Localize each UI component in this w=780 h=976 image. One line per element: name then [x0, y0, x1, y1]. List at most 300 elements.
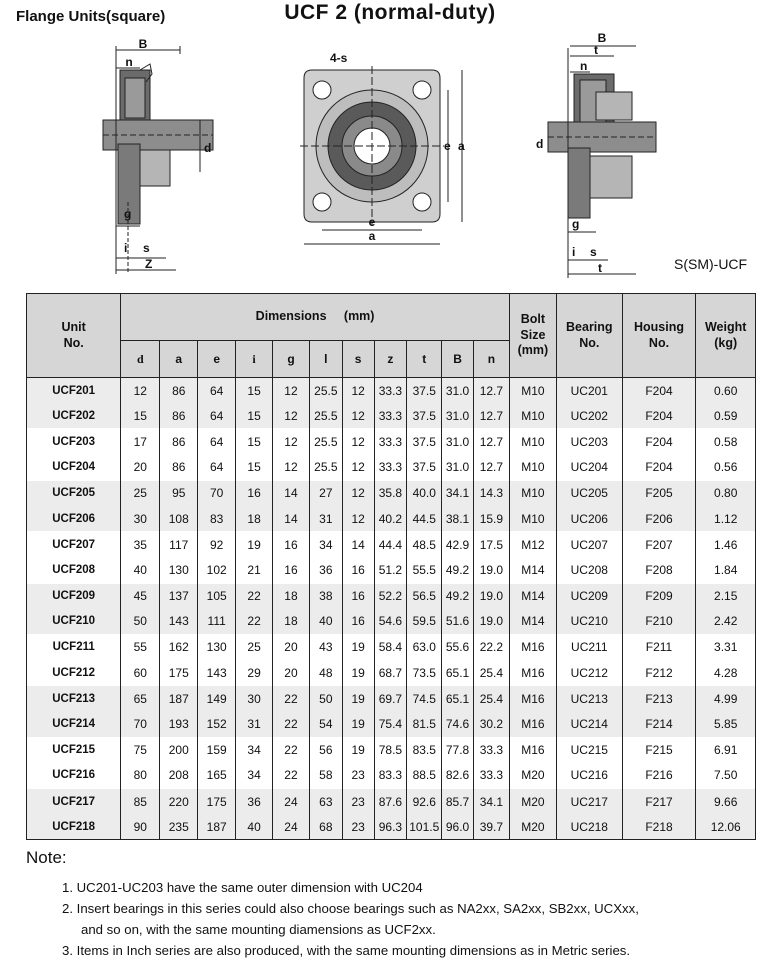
- cell-a: 86: [160, 378, 198, 404]
- cell-n: 17.5: [473, 532, 509, 558]
- cell-bolt: M16: [509, 737, 556, 763]
- cell-z: 33.3: [374, 455, 407, 481]
- cell-housing: F204: [622, 429, 696, 455]
- cell-housing: F218: [622, 814, 696, 840]
- cell-housing: F207: [622, 532, 696, 558]
- cell-bearing: UC209: [556, 583, 622, 609]
- cell-d: 25: [121, 480, 160, 506]
- cell-unit: UCF216: [27, 763, 121, 789]
- cell-g: 22: [273, 711, 310, 737]
- cell-t: 88.5: [407, 763, 442, 789]
- cell-housing: F210: [622, 609, 696, 635]
- cell-g: 12: [273, 403, 310, 429]
- cell-unit: UCF209: [27, 583, 121, 609]
- table-row: [27, 789, 756, 815]
- cell-l: 54: [309, 711, 342, 737]
- cell-weight: 12.06: [696, 814, 756, 840]
- cell-i: 21: [236, 557, 273, 583]
- cell-g: 18: [273, 609, 310, 635]
- cell-n: 15.9: [473, 506, 509, 532]
- cell-z: 68.7: [374, 660, 407, 686]
- cell-t: 37.5: [407, 403, 442, 429]
- cell-i: 15: [236, 455, 273, 481]
- note-item: [62, 940, 762, 961]
- cell-z: 87.6: [374, 789, 407, 815]
- cell-l: 27: [309, 480, 342, 506]
- header-unit-no: Unit No.: [27, 294, 121, 378]
- label-e: e: [368, 215, 376, 229]
- table-row: [27, 711, 756, 737]
- cell-bearing: UC214: [556, 711, 622, 737]
- cell-l: 25.5: [309, 403, 342, 429]
- cell-unit: UCF210: [27, 609, 121, 635]
- cell-g: 14: [273, 480, 310, 506]
- cell-s: 16: [342, 583, 374, 609]
- cell-t: 56.5: [407, 583, 442, 609]
- cell-n: 30.2: [473, 711, 509, 737]
- cell-n: 22.2: [473, 634, 509, 660]
- cell-e: 149: [198, 686, 236, 712]
- cell-unit: UCF217: [27, 789, 121, 815]
- cell-l: 56: [309, 737, 342, 763]
- cell-n: 19.0: [473, 557, 509, 583]
- category-label: Flange Units(square): [16, 8, 166, 25]
- cell-n: 39.7: [473, 814, 509, 840]
- cell-B: 31.0: [442, 429, 474, 455]
- table-row: [27, 609, 756, 635]
- cell-l: 25.5: [309, 455, 342, 481]
- table-row: [27, 737, 756, 763]
- cell-a: 193: [160, 711, 198, 737]
- front-view: [300, 66, 462, 244]
- cell-t: 101.5: [407, 814, 442, 840]
- cell-bearing: UC212: [556, 660, 622, 686]
- cell-bolt: M14: [509, 609, 556, 635]
- cell-a: 208: [160, 763, 198, 789]
- cell-d: 60: [121, 660, 160, 686]
- cell-bearing: UC210: [556, 609, 622, 635]
- cell-g: 12: [273, 455, 310, 481]
- table-row: [27, 403, 756, 429]
- cell-bolt: M14: [509, 583, 556, 609]
- cell-bolt: M20: [509, 763, 556, 789]
- label-d: d: [204, 141, 212, 155]
- cell-n: 34.1: [473, 789, 509, 815]
- cell-bolt: M20: [509, 814, 556, 840]
- cell-z: 33.3: [374, 378, 407, 404]
- cell-a: 86: [160, 455, 198, 481]
- cell-a: 86: [160, 403, 198, 429]
- cell-bearing: UC217: [556, 789, 622, 815]
- cell-n: 12.7: [473, 429, 509, 455]
- cell-e: 64: [198, 378, 236, 404]
- cell-weight: 2.42: [696, 609, 756, 635]
- cell-s: 12: [342, 480, 374, 506]
- cell-unit: UCF207: [27, 532, 121, 558]
- cell-d: 50: [121, 609, 160, 635]
- cell-housing: F212: [622, 660, 696, 686]
- cell-bolt: M14: [509, 557, 556, 583]
- header-dim-n: n: [473, 341, 509, 378]
- cell-bearing: UC215: [556, 737, 622, 763]
- cell-i: 15: [236, 378, 273, 404]
- cell-g: 22: [273, 737, 310, 763]
- cell-weight: 1.84: [696, 557, 756, 583]
- cell-housing: F215: [622, 737, 696, 763]
- cell-n: 19.0: [473, 609, 509, 635]
- cell-housing: F217: [622, 789, 696, 815]
- table-row: [27, 634, 756, 660]
- cell-g: 16: [273, 532, 310, 558]
- cell-B: 34.1: [442, 480, 474, 506]
- cell-bolt: M16: [509, 634, 556, 660]
- cell-bearing: UC207: [556, 532, 622, 558]
- cell-t: 63.0: [407, 634, 442, 660]
- cell-bolt: M10: [509, 455, 556, 481]
- cell-n: 33.3: [473, 763, 509, 789]
- cell-i: 30: [236, 686, 273, 712]
- cell-housing: F209: [622, 583, 696, 609]
- cell-l: 40: [309, 609, 342, 635]
- cell-l: 31: [309, 506, 342, 532]
- cell-a: 117: [160, 532, 198, 558]
- cell-z: 33.3: [374, 403, 407, 429]
- cell-t: 37.5: [407, 429, 442, 455]
- cell-weight: 0.80: [696, 480, 756, 506]
- label-B: B: [138, 37, 148, 51]
- cell-unit: UCF208: [27, 557, 121, 583]
- table-row: [27, 378, 756, 404]
- cell-t: 83.5: [407, 737, 442, 763]
- cell-unit: UCF211: [27, 634, 121, 660]
- cell-s: 12: [342, 378, 374, 404]
- cell-bearing: UC203: [556, 429, 622, 455]
- cell-unit: UCF203: [27, 429, 121, 455]
- cell-i: 22: [236, 609, 273, 635]
- cell-unit: UCF218: [27, 814, 121, 840]
- cell-s: 23: [342, 789, 374, 815]
- cell-B: 74.6: [442, 711, 474, 737]
- cell-e: 64: [198, 429, 236, 455]
- cell-bolt: M10: [509, 480, 556, 506]
- cell-bolt: M16: [509, 660, 556, 686]
- cell-l: 58: [309, 763, 342, 789]
- cell-s: 23: [342, 814, 374, 840]
- label-n-right: n: [580, 59, 588, 73]
- note-item: [62, 898, 762, 940]
- cell-s: 19: [342, 737, 374, 763]
- cell-t: 59.5: [407, 609, 442, 635]
- cell-B: 42.9: [442, 532, 474, 558]
- cell-B: 31.0: [442, 378, 474, 404]
- cell-B: 96.0: [442, 814, 474, 840]
- cell-d: 40: [121, 557, 160, 583]
- table-row: [27, 583, 756, 609]
- cell-d: 80: [121, 763, 160, 789]
- label-t-bottom: t: [598, 261, 602, 275]
- label-a: a: [368, 229, 376, 243]
- cell-g: 22: [273, 686, 310, 712]
- cell-B: 65.1: [442, 686, 474, 712]
- cell-s: 12: [342, 403, 374, 429]
- cell-g: 20: [273, 634, 310, 660]
- cell-bolt: M16: [509, 686, 556, 712]
- cell-g: 24: [273, 789, 310, 815]
- cell-B: 55.6: [442, 634, 474, 660]
- cell-bearing: UC218: [556, 814, 622, 840]
- cell-weight: 0.56: [696, 455, 756, 481]
- cell-t: 92.6: [407, 789, 442, 815]
- cell-l: 38: [309, 583, 342, 609]
- cell-n: 25.4: [473, 686, 509, 712]
- cell-n: 19.0: [473, 583, 509, 609]
- cell-n: 12.7: [473, 455, 509, 481]
- right-side-view: [548, 46, 656, 278]
- cell-bearing: UC211: [556, 634, 622, 660]
- cell-bearing: UC213: [556, 686, 622, 712]
- label-g-right: g: [572, 217, 580, 231]
- cell-a: 200: [160, 737, 198, 763]
- header-dim-z: z: [374, 341, 407, 378]
- dimensions-table: [26, 293, 756, 840]
- cell-i: 15: [236, 403, 273, 429]
- cell-B: 82.6: [442, 763, 474, 789]
- cell-t: 81.5: [407, 711, 442, 737]
- cell-bearing: UC202: [556, 403, 622, 429]
- cell-d: 75: [121, 737, 160, 763]
- notes-title: Note:: [26, 848, 67, 867]
- cell-B: 51.6: [442, 609, 474, 635]
- header-bearing-no: Bearing No.: [556, 294, 622, 378]
- cell-a: 220: [160, 789, 198, 815]
- cell-d: 70: [121, 711, 160, 737]
- cell-weight: 9.66: [696, 789, 756, 815]
- table-row: [27, 814, 756, 840]
- header-dim-d: d: [121, 341, 160, 378]
- cell-e: 102: [198, 557, 236, 583]
- header-dim-i: i: [236, 341, 273, 378]
- cell-i: 15: [236, 429, 273, 455]
- cell-n: 25.4: [473, 660, 509, 686]
- cell-bolt: M12: [509, 532, 556, 558]
- cell-t: 48.5: [407, 532, 442, 558]
- label-g: g: [124, 207, 132, 221]
- cell-z: 44.4: [374, 532, 407, 558]
- table-row: [27, 532, 756, 558]
- cell-weight: 1.12: [696, 506, 756, 532]
- cell-housing: F205: [622, 480, 696, 506]
- label-s-right: s: [590, 245, 597, 259]
- cell-i: 16: [236, 480, 273, 506]
- cell-weight: 0.58: [696, 429, 756, 455]
- cell-t: 37.5: [407, 455, 442, 481]
- cell-B: 49.2: [442, 583, 474, 609]
- cell-e: 143: [198, 660, 236, 686]
- page-title: UCF 2 (normal-duty): [284, 1, 496, 24]
- cell-housing: F216: [622, 763, 696, 789]
- label-s: s: [143, 241, 150, 255]
- cell-e: 92: [198, 532, 236, 558]
- cell-i: 22: [236, 583, 273, 609]
- note-line: 1. UC201-UC203 have the same outer dimension with UC204: [62, 880, 423, 895]
- cell-g: 14: [273, 506, 310, 532]
- cell-e: 187: [198, 814, 236, 840]
- cell-s: 23: [342, 763, 374, 789]
- table-row: [27, 429, 756, 455]
- header-dim-B: B: [442, 341, 474, 378]
- table-row: [27, 557, 756, 583]
- cell-bolt: M16: [509, 711, 556, 737]
- cell-s: 19: [342, 711, 374, 737]
- cell-unit: UCF215: [27, 737, 121, 763]
- cell-t: 44.5: [407, 506, 442, 532]
- cell-i: 36: [236, 789, 273, 815]
- cell-a: 130: [160, 557, 198, 583]
- cell-l: 43: [309, 634, 342, 660]
- label-d-right: d: [536, 137, 544, 151]
- cell-d: 55: [121, 634, 160, 660]
- cell-g: 12: [273, 429, 310, 455]
- cell-unit: UCF206: [27, 506, 121, 532]
- cell-bolt: M10: [509, 378, 556, 404]
- cell-z: 96.3: [374, 814, 407, 840]
- cell-d: 12: [121, 378, 160, 404]
- cell-weight: 0.59: [696, 403, 756, 429]
- header-bolt-size: Bolt Size (mm): [509, 294, 556, 378]
- cell-a: 143: [160, 609, 198, 635]
- cell-l: 34: [309, 532, 342, 558]
- cell-n: 12.7: [473, 403, 509, 429]
- cell-d: 15: [121, 403, 160, 429]
- cell-e: 105: [198, 583, 236, 609]
- cell-s: 19: [342, 686, 374, 712]
- cell-B: 49.2: [442, 557, 474, 583]
- label-i: i: [124, 241, 128, 255]
- cell-bolt: M10: [509, 429, 556, 455]
- cell-a: 95: [160, 480, 198, 506]
- note-line: 3. Items in Inch series are also produced, with the same mounting dimensions as in Metric series.: [62, 943, 631, 958]
- cell-n: 33.3: [473, 737, 509, 763]
- cell-bearing: UC204: [556, 455, 622, 481]
- label-a-vertical: a: [458, 139, 465, 153]
- cell-unit: UCF204: [27, 455, 121, 481]
- cell-housing: F204: [622, 455, 696, 481]
- cell-t: 40.0: [407, 480, 442, 506]
- cell-bearing: UC208: [556, 557, 622, 583]
- cell-a: 235: [160, 814, 198, 840]
- note-item: [62, 877, 762, 898]
- cell-l: 50: [309, 686, 342, 712]
- label-4-s: 4-s: [330, 51, 348, 65]
- notes-list: [62, 877, 762, 961]
- cell-z: 52.2: [374, 583, 407, 609]
- cell-t: 55.5: [407, 557, 442, 583]
- cell-s: 19: [342, 634, 374, 660]
- table-row: [27, 660, 756, 686]
- cell-d: 30: [121, 506, 160, 532]
- cell-s: 14: [342, 532, 374, 558]
- label-t-top: t: [594, 43, 598, 57]
- header-dim-a: a: [160, 341, 198, 378]
- cell-z: 33.3: [374, 429, 407, 455]
- cell-i: 19: [236, 532, 273, 558]
- cell-housing: F213: [622, 686, 696, 712]
- cell-B: 85.7: [442, 789, 474, 815]
- cell-d: 20: [121, 455, 160, 481]
- cell-unit: UCF205: [27, 480, 121, 506]
- cell-g: 16: [273, 557, 310, 583]
- cell-s: 16: [342, 609, 374, 635]
- cell-i: 29: [236, 660, 273, 686]
- cell-z: 58.4: [374, 634, 407, 660]
- header-dimensions: Dimensions (mm): [121, 294, 510, 341]
- cell-B: 31.0: [442, 455, 474, 481]
- cell-unit: UCF214: [27, 711, 121, 737]
- header-dim-e: e: [198, 341, 236, 378]
- cell-d: 90: [121, 814, 160, 840]
- cell-z: 78.5: [374, 737, 407, 763]
- header-weight: Weight (kg): [696, 294, 756, 378]
- cell-a: 162: [160, 634, 198, 660]
- cell-a: 175: [160, 660, 198, 686]
- label-n: n: [125, 55, 133, 69]
- cell-g: 18: [273, 583, 310, 609]
- cell-e: 165: [198, 763, 236, 789]
- cell-z: 51.2: [374, 557, 407, 583]
- cell-g: 22: [273, 763, 310, 789]
- cell-weight: 4.99: [696, 686, 756, 712]
- cell-d: 17: [121, 429, 160, 455]
- label-i-right: i: [572, 245, 576, 259]
- cell-s: 12: [342, 429, 374, 455]
- cell-a: 187: [160, 686, 198, 712]
- header-housing-no: Housing No.: [622, 294, 696, 378]
- cell-i: 31: [236, 711, 273, 737]
- cell-t: 74.5: [407, 686, 442, 712]
- cell-l: 48: [309, 660, 342, 686]
- cell-s: 12: [342, 506, 374, 532]
- cell-z: 54.6: [374, 609, 407, 635]
- cell-t: 73.5: [407, 660, 442, 686]
- cell-housing: F208: [622, 557, 696, 583]
- header-dim-g: g: [273, 341, 310, 378]
- header-dim-t: t: [407, 341, 442, 378]
- cell-bolt: M10: [509, 506, 556, 532]
- cell-d: 65: [121, 686, 160, 712]
- cell-t: 37.5: [407, 378, 442, 404]
- table-row: [27, 686, 756, 712]
- cell-i: 40: [236, 814, 273, 840]
- cell-g: 20: [273, 660, 310, 686]
- cell-z: 83.3: [374, 763, 407, 789]
- technical-drawing: [0, 22, 780, 284]
- cell-housing: F204: [622, 378, 696, 404]
- table-row: [27, 480, 756, 506]
- cell-B: 65.1: [442, 660, 474, 686]
- cell-weight: 5.85: [696, 711, 756, 737]
- cell-bearing: UC201: [556, 378, 622, 404]
- cell-weight: 1.46: [696, 532, 756, 558]
- cell-z: 69.7: [374, 686, 407, 712]
- cell-l: 68: [309, 814, 342, 840]
- cell-weight: 6.91: [696, 737, 756, 763]
- cell-n: 14.3: [473, 480, 509, 506]
- cell-a: 108: [160, 506, 198, 532]
- cell-bolt: M20: [509, 789, 556, 815]
- cell-unit: UCF213: [27, 686, 121, 712]
- cell-g: 24: [273, 814, 310, 840]
- cell-housing: F214: [622, 711, 696, 737]
